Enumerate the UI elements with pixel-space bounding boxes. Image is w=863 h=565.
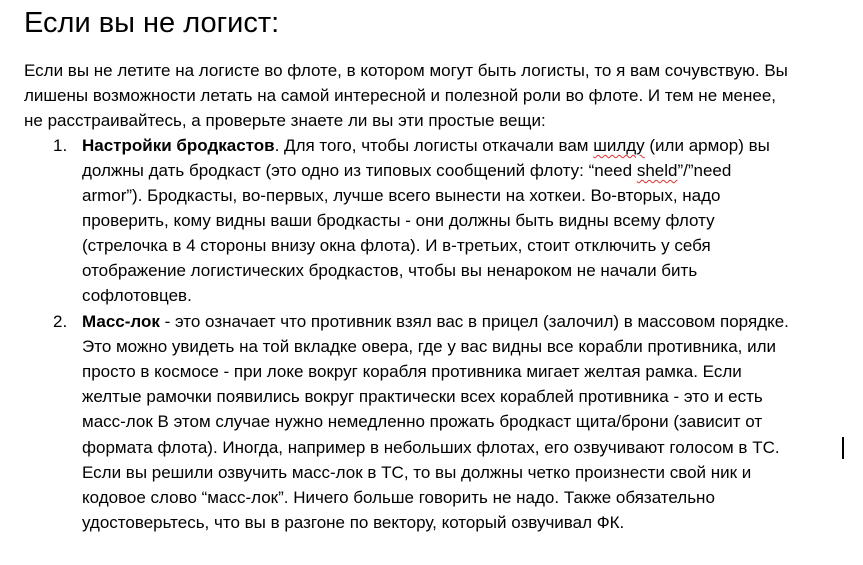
list-item-line: желтые рамочки появились вокруг практически всех кораблей противника - это и есть <box>82 387 763 406</box>
list-number: 1. <box>53 136 68 155</box>
text-cursor <box>842 437 844 459</box>
list-item-line: удостоверьтесь, что вы в разгоне по вектору, который озвучивал ФК. <box>82 513 625 532</box>
list-item-line: кодовое слово “масс-лок”. Ничего больше говорить не надо. Также обязательно <box>82 488 715 507</box>
list-item-line: масс-лок В этом случае нужно немедленно прожать бродкаст щита/брони (зависит от <box>82 412 763 431</box>
text-run: должны дать бродкаст (это одно из типовых сообщений флоту: “need <box>82 161 637 180</box>
intro-line: лишены возможности летать на самой интересной и полезной роли во флоте. И тем не менее, <box>24 86 777 105</box>
text-run: . Для того, чтобы логисты откачали вам <box>274 136 594 155</box>
list-item-line: (стрелочка в 4 стороны внизу окна флота). И в-третьих, стоит отключить у себя <box>82 236 711 255</box>
list-item-title: Настройки бродкастов <box>82 136 275 155</box>
text-run: (или армор) вы <box>644 136 770 155</box>
intro-line: Если вы не летите на логисте во флоте, в котором могут быть логисты, то я вам сочувствую. Вы <box>24 61 788 80</box>
misspelled-word: шилду <box>593 136 645 155</box>
list-item-line: armor”). Бродкасты, во-первых, лучше всего вынести на хоткеи. Во-вторых, надо <box>82 186 721 205</box>
list-item-line: софлотовцев. <box>82 286 192 305</box>
list-item-line: просто в космосе - при локе вокруг корабля противника мигает желтая рамка. Если <box>82 362 742 381</box>
list-item-title: Масс-лок <box>82 312 160 331</box>
list-item-line: отображение логистических бродкастов, чтобы вы ненароком не начали бить <box>82 261 698 280</box>
list-item-line: проверить, кому видны ваши бродкасты - они должны быть видны всему флоту <box>82 211 715 230</box>
list-item-line: формата флота). Иногда, например в небольших флотах, его озвучивают голосом в ТС. <box>82 438 780 457</box>
list-item-line: Это можно увидеть на той вкладке овера, где у вас видны все корабли противника, или <box>82 337 777 356</box>
misspelled-word: sheld <box>636 161 678 180</box>
list-item-line <box>82 133 770 158</box>
list-item-line: Если вы решили озвучить масс-лок в ТС, то вы должны четко произнести свой ник и <box>82 463 752 482</box>
page-title: Если вы не логист: <box>24 7 280 39</box>
list-number: 2. <box>53 312 68 331</box>
intro-line: не расстраивайтесь, а проверьте знаете ли вы эти простые вещи: <box>24 111 546 130</box>
text-run: - это означает что противник взял вас в прицел (залочил) в массовом порядке. <box>159 312 789 331</box>
text-run: ”/”need <box>677 161 732 180</box>
list-item-line <box>82 309 789 334</box>
list-item-line <box>82 158 731 183</box>
